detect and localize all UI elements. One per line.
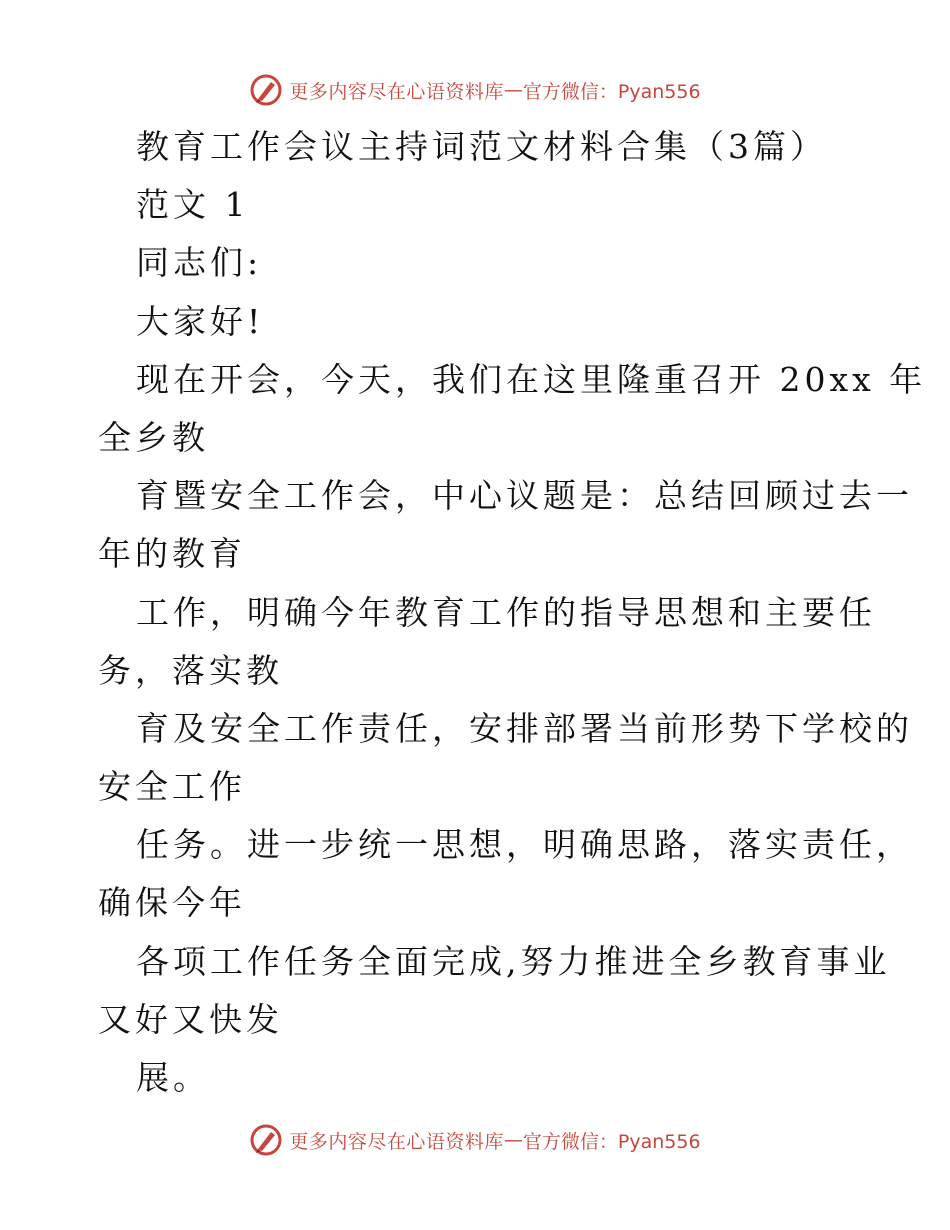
watermark-wechat-text: 官方微信：Pyan556: [522, 80, 701, 103]
text-line: 全乡教: [98, 417, 209, 457]
text-line: 工作，明确今年教育工作的指导思想和主要任: [136, 592, 876, 632]
text-line: 范文 1: [136, 185, 250, 225]
text-line: 安全工作: [98, 767, 246, 807]
watermark-site-text: 更多内容尽在心语资料库: [289, 1130, 504, 1153]
watermark-wechat-text: 官方微信：Pyan556: [522, 1130, 701, 1153]
watermark-separator: —: [503, 1129, 523, 1151]
text-line: 各项工作任务全面完成,努力推进全乡教育事业: [136, 941, 891, 981]
text-line: 又好又快发: [98, 999, 283, 1039]
pen-logo-icon: [249, 73, 283, 107]
text-line: 展。: [136, 1058, 210, 1097]
text-line: 大家好!: [136, 301, 265, 341]
watermark-site-text: 更多内容尽在心语资料库: [289, 80, 504, 103]
document-body: [98, 118, 927, 1107]
header-watermark: [0, 70, 950, 110]
text-line: 同志们:: [136, 243, 263, 283]
text-line: 育及安全工作责任，安排部署当前形势下学校的: [136, 708, 913, 748]
text-line: 现在开会，今天，我们在这里隆重召开 20xx 年: [136, 359, 927, 399]
text-line: 育暨安全工作会，中心议题是：总结回顾过去一: [136, 476, 913, 516]
watermark-separator: —: [503, 79, 523, 101]
text-line: 确保今年: [98, 883, 246, 923]
text-line: 年的教育: [98, 534, 246, 574]
pen-logo-icon: [249, 1123, 283, 1157]
text-line: 务，落实教: [98, 650, 283, 690]
text-line: 教育工作会议主持词范文材料合集（3篇）: [136, 127, 827, 166]
text-line: 任务。进一步统一思想，明确思路，落实责任，: [136, 825, 913, 865]
footer-watermark: [0, 1120, 950, 1160]
